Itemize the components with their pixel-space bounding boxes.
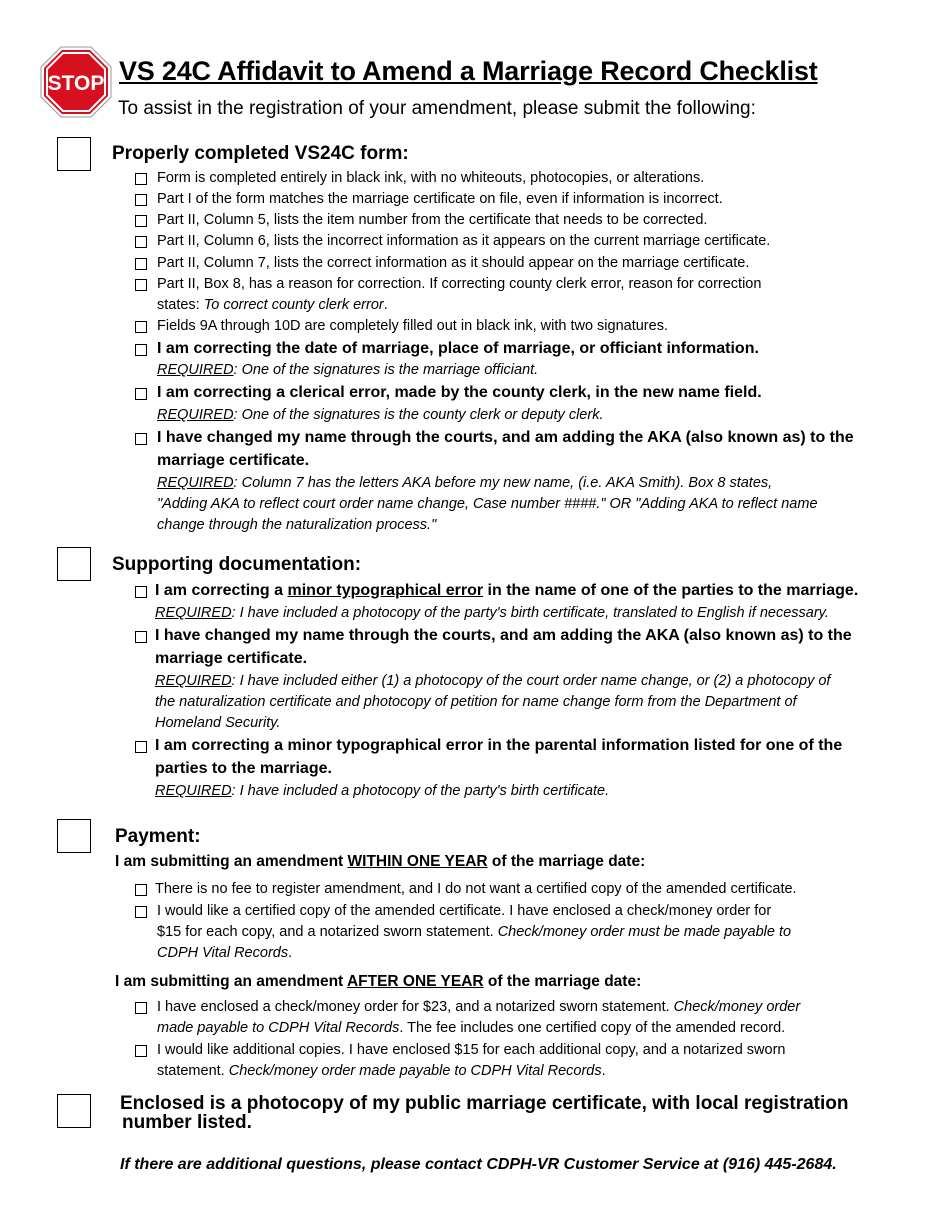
required-note: REQUIRED: One of the signatures is the marriage officiant. (157, 362, 539, 378)
form-bold-item-text: I am correcting a clerical error, made by the county clerk, in the new name field. (157, 384, 762, 401)
supporting-item-checkbox[interactable] (135, 741, 147, 753)
required-note: REQUIRED: Column 7 has the letters AKA before my new name, (i.e. AKA Smith). Box 8 states, (157, 475, 773, 491)
form-item-text: Part II, Column 7, lists the correct information as it should appear on the marriage certificate. (157, 255, 750, 271)
payment-item-text-cont: statement. Check/money order made payable to CDPH Vital Records. (157, 1063, 606, 1079)
section-enclosed-checkbox[interactable] (57, 1094, 91, 1128)
form-item-checkbox[interactable] (135, 388, 147, 400)
required-note: REQUIRED: I have included either (1) a photocopy of the court order name change, or (2) a photocopy of (155, 673, 831, 689)
form-item-checkbox[interactable] (135, 279, 147, 291)
supporting-item-text: I am correcting a minor typographical error in the name of one of the parties to the marriage. (155, 582, 859, 599)
payment-after-year-heading: I am submitting an amendment AFTER ONE YEAR of the marriage date: (115, 973, 642, 990)
form-item-text: Part I of the form matches the marriage certificate on file, even if information is incorrect. (157, 191, 723, 207)
required-note-cont: the naturalization certificate and photocopy of petition for name change form from the Department of (155, 694, 797, 710)
form-item-text: Part II, Column 6, lists the incorrect information as it appears on the current marriage certificate. (157, 233, 771, 249)
svg-text:STOP: STOP (47, 72, 105, 95)
payment-within-year-heading: I am submitting an amendment WITHIN ONE YEAR of the marriage date: (115, 853, 646, 870)
form-item-checkbox[interactable] (135, 321, 147, 333)
required-note: REQUIRED: One of the signatures is the county clerk or deputy clerk. (157, 407, 604, 423)
required-note-cont: Homeland Security. (155, 715, 281, 731)
section-enclosed-text-cont: number listed. (122, 1112, 252, 1133)
form-item-checkbox[interactable] (135, 344, 147, 356)
form-bold-item-text: I have changed my name through the courts, and am adding the AKA (also known as) to the (157, 429, 854, 446)
payment-item-text: I would like a certified copy of the amended certificate. I have enclosed a check/money order for (157, 903, 772, 919)
form-item-text: Form is completed entirely in black ink, with no whiteouts, photocopies, or alterations. (157, 170, 705, 186)
payment-item-checkbox[interactable] (135, 1002, 147, 1014)
page-subtitle: To assist in the registration of your amendment, please submit the following: (118, 98, 756, 119)
payment-item-text: I would like additional copies. I have enclosed $15 for each additional copy, and a notarized sworn (157, 1042, 786, 1058)
required-note: REQUIRED: I have included a photocopy of the party's birth certificate, translated to English if necessary. (155, 605, 829, 621)
required-note-cont: change through the naturalization process." (157, 517, 437, 533)
payment-item-checkbox[interactable] (135, 906, 147, 918)
supporting-item-checkbox[interactable] (135, 586, 147, 598)
payment-item-checkbox[interactable] (135, 884, 147, 896)
section-payment-checkbox[interactable] (57, 819, 91, 853)
payment-item-text: There is no fee to register amendment, and I do not want a certified copy of the amended certificate. (155, 881, 797, 897)
form-item-checkbox[interactable] (135, 258, 147, 270)
supporting-item-text-cont: marriage certificate. (155, 650, 308, 667)
form-item-checkbox[interactable] (135, 173, 147, 185)
payment-item-text-cont: CDPH Vital Records. (157, 945, 293, 961)
payment-item-checkbox[interactable] (135, 1045, 147, 1057)
required-note-cont: "Adding AKA to reflect court order name change, Case number ####." OR "Adding AKA to reflect name (157, 496, 818, 512)
form-item-checkbox[interactable] (135, 194, 147, 206)
form-item-checkbox[interactable] (135, 433, 147, 445)
form-item-text: Part II, Box 8, has a reason for correction. If correcting county clerk error, reason for correction (157, 276, 762, 292)
required-note: REQUIRED: I have included a photocopy of the party's birth certificate. (155, 783, 610, 799)
section-payment-heading: Payment: (115, 826, 201, 847)
section-enclosed-text: Enclosed is a photocopy of my public marriage certificate, with local registration (120, 1093, 849, 1114)
section-supporting-checkbox[interactable] (57, 547, 91, 581)
form-item-text: Part II, Column 5, lists the item number from the certificate that needs to be corrected. (157, 212, 708, 228)
stop-sign-icon (40, 46, 112, 118)
form-item-checkbox[interactable] (135, 215, 147, 227)
contact-footer: If there are additional questions, please contact CDPH-VR Customer Service at (916) 445-2684. (120, 1156, 837, 1173)
supporting-item-text-cont: parties to the marriage. (155, 760, 332, 777)
page-title: VS 24C Affidavit to Amend a Marriage Record Checklist (119, 56, 818, 86)
section-supporting-heading: Supporting documentation: (112, 554, 362, 575)
section-form-checkbox[interactable] (57, 137, 91, 171)
payment-item-text: I have enclosed a check/money order for $23, and a notarized sworn statement. Check/money order (157, 999, 801, 1015)
payment-item-text-cont: $15 for each copy, and a notarized sworn statement. Check/money order must be made payable to (157, 924, 792, 940)
supporting-item-text: I have changed my name through the courts, and am adding the AKA (also known as) to the (155, 627, 852, 644)
form-item-checkbox[interactable] (135, 236, 147, 248)
supporting-item-text: I am correcting a minor typographical error in the parental information listed for one of the (155, 737, 843, 754)
supporting-item-checkbox[interactable] (135, 631, 147, 643)
payment-item-text-cont: made payable to CDPH Vital Records. The fee includes one certified copy of the amended record. (157, 1020, 786, 1036)
section-form-heading: Properly completed VS24C form: (112, 143, 409, 164)
form-bold-item-text: I am correcting the date of marriage, place of marriage, or officiant information. (157, 340, 759, 357)
form-item-text: Fields 9A through 10D are completely filled out in black ink, with two signatures. (157, 318, 668, 334)
form-bold-item-text-cont: marriage certificate. (157, 452, 310, 469)
form-item-text-cont: states: To correct county clerk error. (157, 297, 388, 313)
